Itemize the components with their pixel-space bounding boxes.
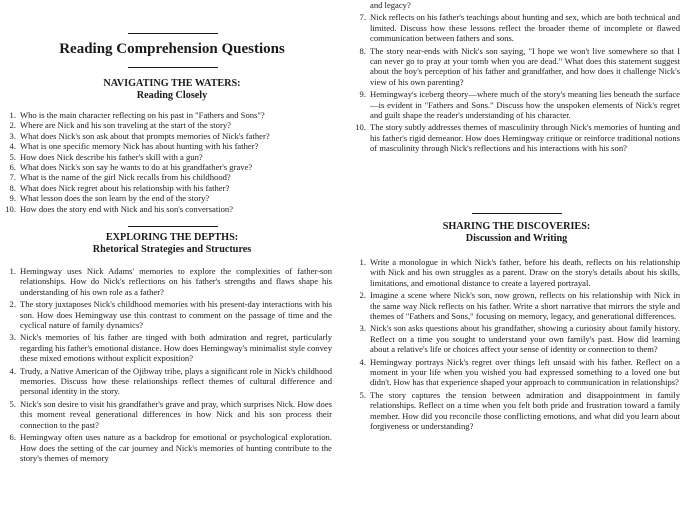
list-item: 2. Where are Nick and his son traveling at the start of the story?: [9, 120, 231, 131]
title-bottom-rule: [128, 67, 218, 68]
section1-list: [0, 110, 336, 214]
section3-rule: [472, 213, 562, 214]
section3-subheading: Discussion and Writing: [465, 233, 568, 244]
list-item: 1. Write a monologue in which Nick's father, before his death, reflects on his relationship with Nick and his own struggles as a parent. Draw on the story's details about his skills, limitations, and emotional distance to create a layered portrayal.: [359, 257, 680, 288]
section1-subheading: Reading Closely: [136, 90, 208, 101]
list-item: 2. The story juxtaposes Nick's childhood memories with his present-day interactions with his son. How does Hemingway use this contrast to comment on the passage of time and the cyclical nature of family dynamics?: [9, 299, 332, 331]
list-item: 10. How does the story end with Nick and his son's conversation?: [5, 203, 234, 214]
section2-rule: [128, 226, 218, 227]
list-item: 3. Nick's memories of his father are tinged with both admiration and regret, particularly regarding his father's emotional distance. How does Hemingway's minimalist style convey these mixed emotions without explicit exposition?: [9, 332, 332, 364]
section2-list: [0, 266, 332, 484]
list-item: 5. How does Nick describe his father's skill with a gun?: [9, 151, 203, 162]
list-item: 2. Imagine a scene where Nick's son, now grown, reflects on his relationship with Nick in the same way Nick reflects on his father. Write a short narrative that mirrors the style and themes of "Fathers and Sons," focusing on memory, legacy, and generational differences.: [359, 290, 680, 322]
list-item: 4. Trudy, a Native American of the Ojibway tribe, plays a significant role in Nick's childhood memories. Discuss how these relationships reflect themes of cultural difference and personal identity in the story.: [9, 365, 332, 397]
list-item: 10. The story subtly addresses themes of masculinity through Nick's memories of hunting and his father's rigid demeanor. How does Hemingway critique or reinforce traditional notions of masculinity through Nick's reflections and his interactions with his son?: [355, 122, 680, 154]
list-item: 5. The story captures the tension between admiration and disappointment in family relationships. Reflect on a time when you felt both pride and frustration toward a family member. How did you reconcile those conflicting emotions, and what did you learn about forgiveness or understanding?: [359, 389, 680, 432]
list-item: 6. Hemingway often uses nature as a backdrop for emotional or psychological exploration. How does the setting of the car journey and Nick's memories of hunting contribute to the story's themes of memory: [9, 432, 332, 463]
title-top-rule: [128, 33, 218, 34]
list-item: 9. Hemingway's iceberg theory—where much of the story's meaning lies beneath the surface—is evident in "Fathers and Sons." Discuss how the unspoken elements of Nick's regret and guilt shape the reader's understanding of his character.: [359, 89, 680, 121]
page-title: Reading Comprehension Questions: [59, 41, 285, 57]
list-item: 7. Nick reflects on his father's teachings about hunting and sex, which are both technical and limited. Discuss how these lessons reflect the broader theme of incomplete or flawed communication between fathers and sons.: [359, 12, 680, 44]
list-item: 5. Nick's son desire to visit his grandfather's grave and pray, which surprises Nick. How does this moment reveal generational differences in how Nick and his son process their connection to the past?: [9, 398, 332, 430]
list-item: 1. Who is the main character reflecting on his past in "Fathers and Sons"?: [9, 110, 265, 120]
list-item: 1. Hemingway uses Nick Adams' memories to explore the complexities of father-son relationships. How do Nick's reflections on his father's strengths and flaws shape his understanding of his own role as a father?: [9, 266, 332, 297]
section2-heading: EXPLORING THE DEPTHS:: [105, 232, 239, 243]
list-item: 4. Hemingway portrays Nick's regret over things left unsaid with his father. Reflect on a moment in your life when you wished you had expressed something to a loved one but didn't. How has that experience shaped your approach to communication in relationships?: [359, 356, 680, 388]
section2-subheading: Rhetorical Strategies and Structures: [92, 244, 252, 255]
list-item: 9. What lesson does the son learn by the end of the story?: [9, 193, 210, 204]
list-item: 3. What does Nick's son ask about that prompts memories of Nick's father?: [9, 130, 270, 141]
section2-list-continued: [350, 0, 680, 154]
section3-heading: SHARING THE DISCOVERIES:: [442, 221, 591, 232]
list-item: 3. Nick's son asks questions about his grandfather, showing a curiosity about family history. Reflect on a time you sought to understand your own family's past. How did learning about a relative's life or choices affect your sense of identity or connection to them?: [359, 323, 680, 355]
list-item: and legacy?: [370, 0, 411, 10]
list-item: 8. The story near-ends with Nick's son saying, "I hope we won't live somewhere so that I can never go to pray at your tomb when you are dead." What does this statement suggest about the boy's perception of his father and grandfather, and how does it challenge Nick's view of his own parenting?: [359, 45, 680, 87]
list-item: 6. What does Nick's son say he wants to do at his grandfather's grave?: [9, 162, 253, 173]
section1-heading: NAVIGATING THE WATERS:: [103, 78, 241, 89]
list-item: 8. What does Nick regret about his relationship with his father?: [9, 182, 230, 193]
list-item: 4. What is one specific memory Nick has about hunting with his father?: [9, 141, 259, 152]
section3-list: [350, 257, 680, 432]
list-item: 7. What is the name of the girl Nick recalls from his childhood?: [9, 172, 231, 183]
